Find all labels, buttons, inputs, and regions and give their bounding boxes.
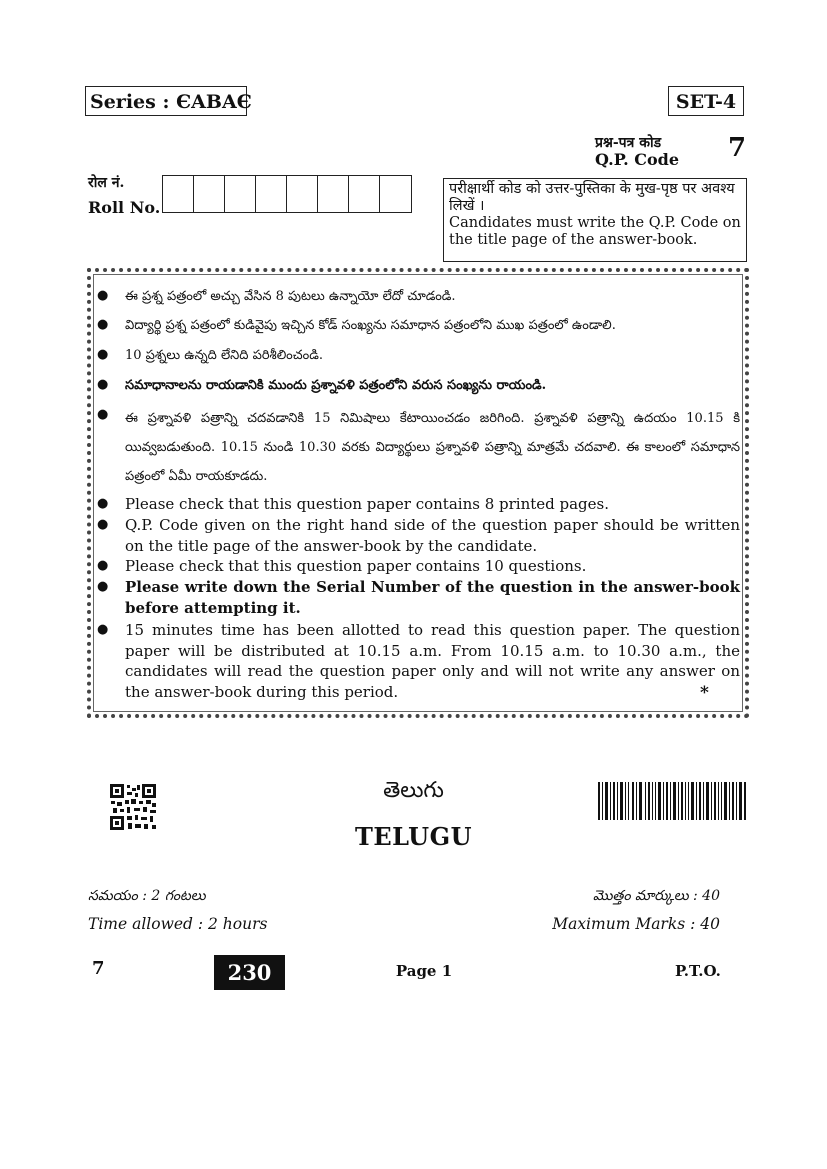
bullet-icon: ●	[97, 622, 109, 637]
max-marks: Maximum Marks : 40	[552, 915, 720, 933]
qp-code-number: 7	[728, 133, 747, 163]
roll-cell[interactable]	[287, 176, 318, 212]
instruction-en-2: Q.P. Code given on the right hand side of the question paper should be written on the title page of the answer-book by the candidate.	[125, 516, 740, 555]
time-allowed-telugu: సమయం : 2 గంటలు	[88, 888, 206, 904]
qp-code-label: Q.P. Code	[595, 150, 680, 169]
bullet-icon: ●	[97, 579, 109, 594]
qr-code-icon	[110, 784, 156, 830]
bullet-icon: ●	[97, 407, 109, 422]
instruction-en-1: Please check that this question paper contains 8 printed pages.	[125, 495, 610, 513]
barcode-icon	[598, 782, 746, 820]
set-label: SET-4	[668, 86, 744, 116]
roll-cell[interactable]	[225, 176, 256, 212]
roll-cell[interactable]	[163, 176, 194, 212]
footer-qp-code: 7	[92, 958, 105, 979]
instruction-en-4: Please write down the Serial Number of the question in the answer-book before attempting it.	[125, 578, 740, 617]
candidate-note-hindi: परीक्षार्थी कोड को उत्तर-पुस्तिका के मुख-पृष्ठ पर अवश्य लिखें ।	[449, 181, 735, 214]
roll-label-hindi: रोल नं.	[88, 175, 125, 191]
subject-title: TELUGU	[354, 822, 473, 851]
qp-code-hindi: प्रश्न-पत्र कोड	[595, 135, 662, 151]
bullet-icon: ●	[97, 347, 109, 362]
roll-cell[interactable]	[349, 176, 380, 212]
bullet-icon: ●	[97, 496, 109, 511]
time-allowed: Time allowed : 2 hours	[88, 915, 268, 933]
bullet-icon: ●	[97, 558, 109, 573]
candidate-note-english: Candidates must write the Q.P. Code on the title page of the answer-book.	[449, 215, 741, 248]
series-label: Series : ЄABAЄ	[85, 86, 247, 116]
roll-label: Roll No.	[88, 198, 161, 217]
roll-cell[interactable]	[194, 176, 225, 212]
page-number: Page 1	[395, 962, 453, 980]
instruction-te-5: ఈ ప్రశ్నావళి పత్రాన్ని చదవడానికి 15 నిమిషాలు కేటాయించడం జరిగింది. ప్రశ్నావళి పత్రాన్ని ఉదయం 10.15 కి యివ్వబడుతుంది. 10.15 నుండి 10.30 వరకు విద్యార్థులు ప్రశ్నావళి పత్రాన్ని మాత్రమే చదవాలి. ఈ కాలంలో సమాధాన పత్రంలో ఏమీ రాయకూడదు.	[125, 411, 740, 484]
max-marks-telugu: మొత్తం మార్కులు : 40	[592, 888, 720, 904]
instruction-te-1: ఈ ప్రశ్న పత్రంలో అచ్చు వేసిన 8 పుటలు ఉన్నాయో లేదో చూడండి.	[125, 289, 456, 304]
paper-number-badge: 230	[214, 955, 285, 990]
instruction-te-4: సమాధానాలను రాయడానికి ముందు ప్రశ్నావళి పత్రంలోని వరుస సంఖ్యను రాయండి.	[125, 378, 547, 393]
bullet-icon: ●	[97, 377, 109, 392]
roll-cell[interactable]	[380, 176, 411, 212]
roll-number-grid[interactable]	[162, 175, 412, 213]
candidate-note-box	[443, 178, 747, 262]
roll-cell[interactable]	[256, 176, 287, 212]
pto-label: P.T.O.	[675, 962, 721, 980]
instruction-te-2: విద్యార్థి ప్రశ్న పత్రంలో కుడివైపు ఇచ్చిన కోడ్ సంఖ్యను సమాధాన పత్రంలోని ముఖ పత్రంలో ఉండాలి.	[125, 318, 616, 333]
subject-telugu: తెలుగు	[383, 778, 444, 803]
bullet-icon: ●	[97, 517, 109, 532]
bullet-icon: ●	[97, 288, 109, 303]
instruction-en-3: Please check that this question paper contains 10 questions.	[125, 557, 587, 575]
instruction-te-3: 10 ప్రశ్నలు ఉన్నది లేనిది పరిశీలించండి.	[125, 348, 323, 363]
instruction-en-5: 15 minutes time has been allotted to read this question paper. The question paper will be distributed at 10.15 a.m. From 10.15 a.m. to 10.30 a.m., the candidates will read the question paper only and will not write any answer on the answer-book during this period.	[125, 621, 740, 701]
star-mark: *	[700, 683, 709, 703]
bullet-icon: ●	[97, 317, 109, 332]
roll-cell[interactable]	[318, 176, 349, 212]
